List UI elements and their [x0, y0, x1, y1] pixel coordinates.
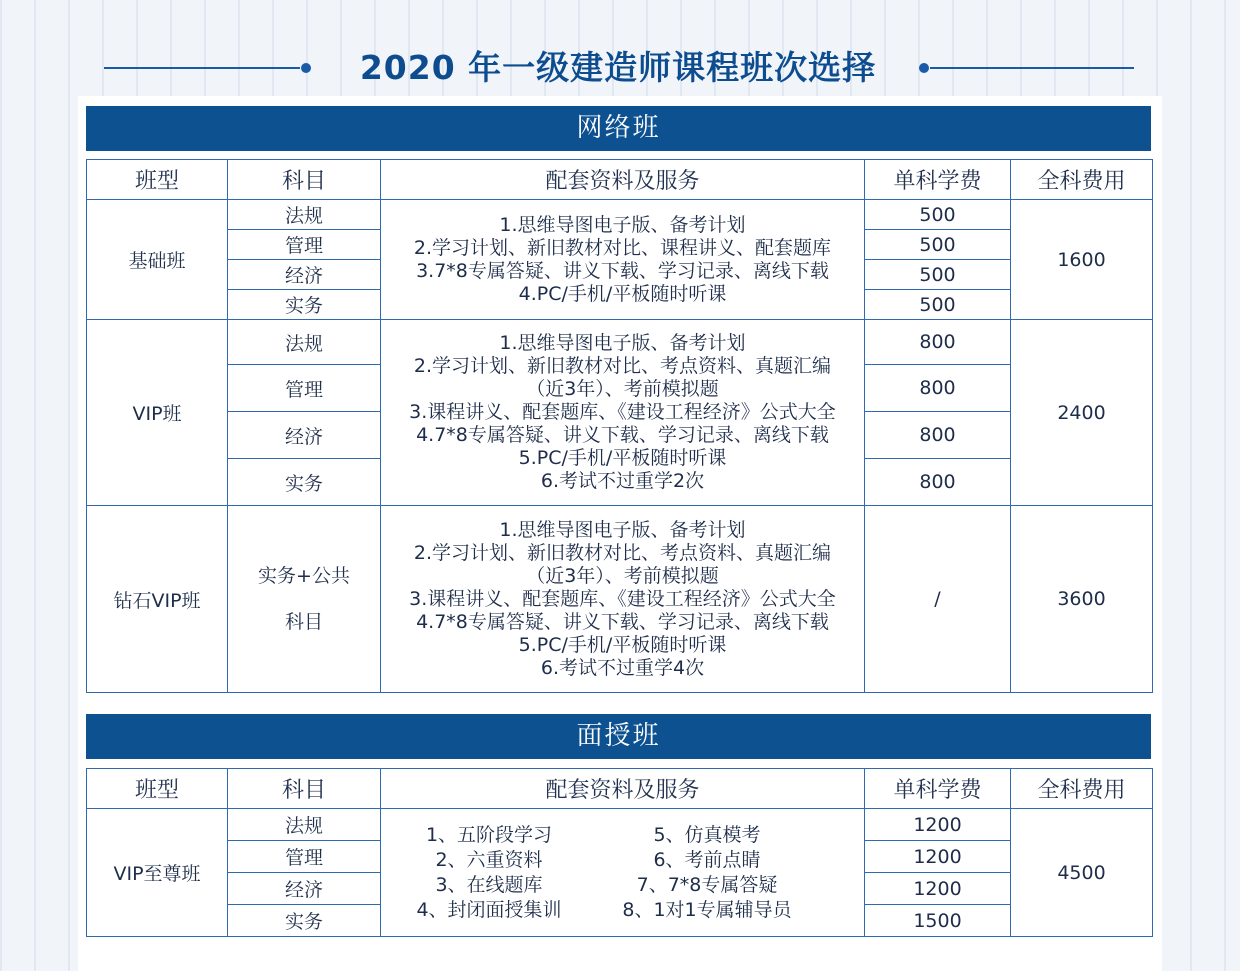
- price-cell: 800: [865, 412, 1011, 459]
- total-fee-diamond: 3600: [1011, 506, 1153, 693]
- service-item: 6、考前点睛: [653, 848, 761, 871]
- service-item: 6.考试不过重学2次: [540, 470, 705, 492]
- class-type-diamond: 钻石VIP班: [87, 506, 228, 693]
- title-dot-left: [301, 63, 311, 73]
- service-item: 1.思维导图电子版、备考计划: [499, 213, 746, 236]
- service-item: 4.PC/手机/平板随时听课: [518, 282, 727, 305]
- service-item: （近3年）、考前模拟题: [526, 378, 719, 400]
- services-column-left: [381, 823, 597, 923]
- services-vip: [381, 320, 865, 506]
- service-item: 7、7*8专属答疑: [636, 873, 778, 896]
- service-item: 4.7*8专属答疑、讲义下载、学习记录、离线下载: [416, 424, 829, 446]
- service-item: 2.学习计划、新旧教材对比、考点资料、真题汇编: [413, 355, 832, 377]
- header-class-type: 班型: [87, 769, 228, 809]
- facetoface-course-table: [86, 768, 1153, 937]
- service-item: 3.7*8专属答疑、讲义下载、学习记录、离线下载: [416, 259, 829, 282]
- service-item: 4.7*8专属答疑、讲义下载、学习记录、离线下载: [416, 610, 829, 633]
- price-cell: 800: [865, 459, 1011, 506]
- section-header-facetoface: 面授班: [86, 714, 1151, 759]
- title-divider-right: [930, 67, 1134, 69]
- price-cell: 1500: [865, 905, 1011, 937]
- title-divider-left: [104, 67, 300, 69]
- total-fee-basic: 1600: [1011, 200, 1153, 320]
- services-basic: [381, 200, 865, 320]
- header-total-fee: 全科费用: [1011, 160, 1153, 200]
- subject-cell: 实务: [228, 905, 381, 937]
- table-row: [87, 809, 1153, 841]
- price-cell: 1200: [865, 809, 1011, 841]
- service-item: 5.PC/手机/平板随时听课: [518, 447, 727, 469]
- table-row: [87, 200, 1153, 230]
- services-diamond: [381, 506, 865, 693]
- header-single-fee: 单科学费: [865, 160, 1011, 200]
- table-header-row: [87, 160, 1153, 200]
- header-services: 配套资料及服务: [381, 160, 865, 200]
- price-cell: 500: [865, 230, 1011, 260]
- table-row: [87, 320, 1153, 365]
- service-item: 2.学习计划、新旧教材对比、课程讲义、配套题库: [413, 236, 832, 259]
- subject-cell: 管理: [228, 365, 381, 412]
- service-item: 4、封闭面授集训: [416, 898, 562, 921]
- subject-cell: 法规: [228, 320, 381, 365]
- service-item: 5.PC/手机/平板随时听课: [518, 633, 727, 656]
- service-item: 2.学习计划、新旧教材对比、考点资料、真题汇编: [413, 541, 832, 564]
- total-fee-supreme: 4500: [1011, 809, 1153, 937]
- service-item: 6.考试不过重学4次: [540, 656, 705, 679]
- service-item: 1.思维导图电子版、备考计划: [499, 518, 746, 541]
- subject-cell: 实务: [228, 459, 381, 506]
- header-subject: 科目: [228, 160, 381, 200]
- price-cell: 500: [865, 290, 1011, 320]
- service-item: 1.思维导图电子版、备考计划: [499, 332, 746, 354]
- price-cell: 800: [865, 365, 1011, 412]
- section-header-online: 网络班: [86, 106, 1151, 151]
- subject-cell: 经济: [228, 260, 381, 290]
- title-dot-right: [919, 63, 929, 73]
- class-type-basic: 基础班: [87, 200, 228, 320]
- subject-cell: 法规: [228, 200, 381, 230]
- service-item: 3、在线题库: [435, 873, 543, 896]
- service-item: 3.课程讲义、配套题库、《建设工程经济》公式大全: [409, 401, 836, 423]
- class-type-supreme: VIP至尊班: [87, 809, 228, 937]
- subject-line: 科目: [284, 611, 323, 633]
- price-cell: 500: [865, 260, 1011, 290]
- total-fee-vip: 2400: [1011, 320, 1153, 506]
- subject-cell: 法规: [228, 809, 381, 841]
- table-row: [87, 506, 1153, 693]
- service-item: 8、1对1专属辅导员: [622, 898, 792, 921]
- price-cell: 1200: [865, 873, 1011, 905]
- services-supreme: [381, 809, 865, 937]
- class-type-vip: VIP班: [87, 320, 228, 506]
- subject-cell-diamond: [228, 506, 381, 693]
- price-cell: 1200: [865, 841, 1011, 873]
- service-item: 5、仿真模考: [653, 823, 761, 846]
- subject-cell: 管理: [228, 230, 381, 260]
- service-item: （近3年）、考前模拟题: [526, 564, 719, 587]
- online-course-table: [86, 159, 1153, 693]
- header-services: 配套资料及服务: [381, 769, 865, 809]
- header-subject: 科目: [228, 769, 381, 809]
- service-item: 1、五阶段学习: [425, 823, 553, 846]
- subject-line: 实务+公共: [258, 565, 350, 587]
- price-cell: 800: [865, 320, 1011, 365]
- page-title-row: [0, 42, 1240, 94]
- services-column-right: [597, 823, 817, 923]
- page-title: 2020 年一级建造师课程班次选择: [359, 48, 877, 87]
- header-class-type: 班型: [87, 160, 228, 200]
- price-cell: 500: [865, 200, 1011, 230]
- service-item: 2、六重资料: [435, 848, 543, 871]
- service-item: 3.课程讲义、配套题库、《建设工程经济》公式大全: [409, 587, 836, 610]
- header-total-fee: 全科费用: [1011, 769, 1153, 809]
- table-header-row: [87, 769, 1153, 809]
- subject-cell: 实务: [228, 290, 381, 320]
- price-cell-diamond: /: [865, 506, 1011, 693]
- header-single-fee: 单科学费: [865, 769, 1011, 809]
- subject-cell: 经济: [228, 873, 381, 905]
- subject-cell: 管理: [228, 841, 381, 873]
- subject-cell: 经济: [228, 412, 381, 459]
